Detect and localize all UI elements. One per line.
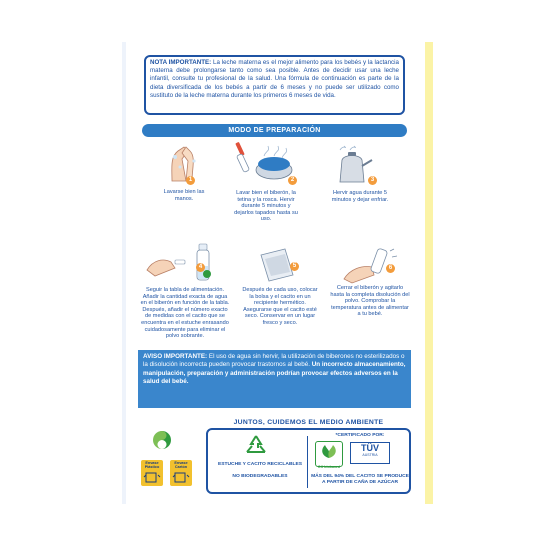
step-6-number: 6 xyxy=(386,264,395,273)
recyclable-caption: ESTUCHE Y CACITO RECICLABLES xyxy=(218,462,302,467)
boiling-bottle-pot-icon xyxy=(230,140,295,188)
recycle-bin-cardboard-icon xyxy=(170,471,192,483)
aviso-text-1: El uso de agua sin hervir, la utilización de biberones no esterilizados o la disolución incorrecta pueden provocar trastornos al bebé. xyxy=(143,353,405,369)
environment-box xyxy=(206,428,411,494)
step-2-illustration xyxy=(230,140,295,188)
green-dot-recycling-icon xyxy=(152,430,172,450)
preparation-banner: MODO DE PREPARACIÓN xyxy=(142,124,407,137)
aviso-lead: AVISO IMPORTANTE: xyxy=(143,353,208,360)
step-1-number: 1 xyxy=(186,176,195,185)
certified-by-label: *CERTIFICADO POR: xyxy=(335,433,385,438)
note-lead: NOTA IMPORTANTE: xyxy=(150,59,212,66)
step-4-number: 4 xyxy=(196,263,205,272)
important-warning-box xyxy=(138,350,411,408)
step-5-number: 5 xyxy=(290,262,299,271)
step-1-caption: Lavarse bien las manos. xyxy=(163,189,205,202)
panel-yellow-edge xyxy=(425,42,433,504)
eco-tag-cardboard-label: Envase Cartón xyxy=(174,461,188,470)
recycle-bin-plastic-icon xyxy=(141,471,163,483)
panel-left-edge xyxy=(122,42,126,504)
step-4-illustration xyxy=(145,240,215,286)
ok-biobased-label: OK biobased xyxy=(317,465,341,469)
step-6-caption: Cerrar el biberón y agitarlo hasta la completa disolución del polvo. Comprobar la temperatura antes de alimentar a tu bebé. xyxy=(330,285,410,318)
sugarcane-caption: MÁS DEL 94% DEL CACITO SE PRODUCE A PARTIR DE CAÑA DE AZÚCAR xyxy=(311,474,409,485)
tuv-austria-badge xyxy=(350,442,390,464)
step-3-number: 3 xyxy=(368,176,377,185)
step-3-caption: Hervir agua durante 5 minutos y dejar enfriar. xyxy=(331,190,389,203)
eco-tag-plastic xyxy=(141,460,163,486)
leaf-icon xyxy=(316,442,342,460)
washing-hands-icon xyxy=(160,143,210,183)
environment-divider xyxy=(307,436,308,488)
measuring-formula-icon xyxy=(145,240,215,286)
recycle-arrows-icon xyxy=(244,434,268,456)
note-text: La leche materna es el mejor alimento para los bebés y la lactancia materna debe prolongarse tanto como sea posible. Antes de decidir usar una leche infantil, consulte tu profesional de la salud. Una fórmula de continuación es parte de la dieta diversificada de los bebés a partir de 6 meses y no puede ser utilizado como sustituto de la leche materna durante los primeros 6 meses de vida. xyxy=(150,59,399,99)
step-1-illustration xyxy=(160,143,210,183)
step-4-caption: Seguir la tabla de alimentación. Añadir la cantidad exacta de agua en el biberón en función de la tabla. Después, añadir el número exacto de medidas con el cacito que se encuentra en el estuche enrasando cuidadosamente para eliminar el polvo sobrante. xyxy=(140,287,230,340)
ok-biobased-badge xyxy=(315,441,343,467)
environment-title: JUNTOS, CUIDEMOS EL MEDIO AMBIENTE xyxy=(233,419,384,426)
step-2-caption: Lavar bien el biberón, la tetina y la rosca. Hervir durante 5 minutos y dejarlos tapados hasta su uso. xyxy=(234,190,298,223)
tuv-brand: TÜV xyxy=(361,443,379,453)
step-5-caption: Después de cada uso, colocar la bolsa y el cacito en un recipiente hermético. Asegurarse que el cacito esté seco. Conservar en un lugar fresco y seco. xyxy=(242,287,318,326)
step-2-number: 2 xyxy=(288,176,297,185)
eco-tag-plastic-label: Envase Plástico xyxy=(144,461,160,470)
important-note-box xyxy=(144,55,405,115)
non-biodegradable-caption: NO BIODEGRADABLES xyxy=(232,474,288,479)
aviso-text-2: Un incorrecto almacenamiento, manipulación, preparación y administración podrían provocar efectos adversos en la salud del bebé. xyxy=(143,361,406,386)
eco-tag-cardboard xyxy=(170,460,192,486)
tuv-country: AUSTRIA xyxy=(362,453,378,457)
